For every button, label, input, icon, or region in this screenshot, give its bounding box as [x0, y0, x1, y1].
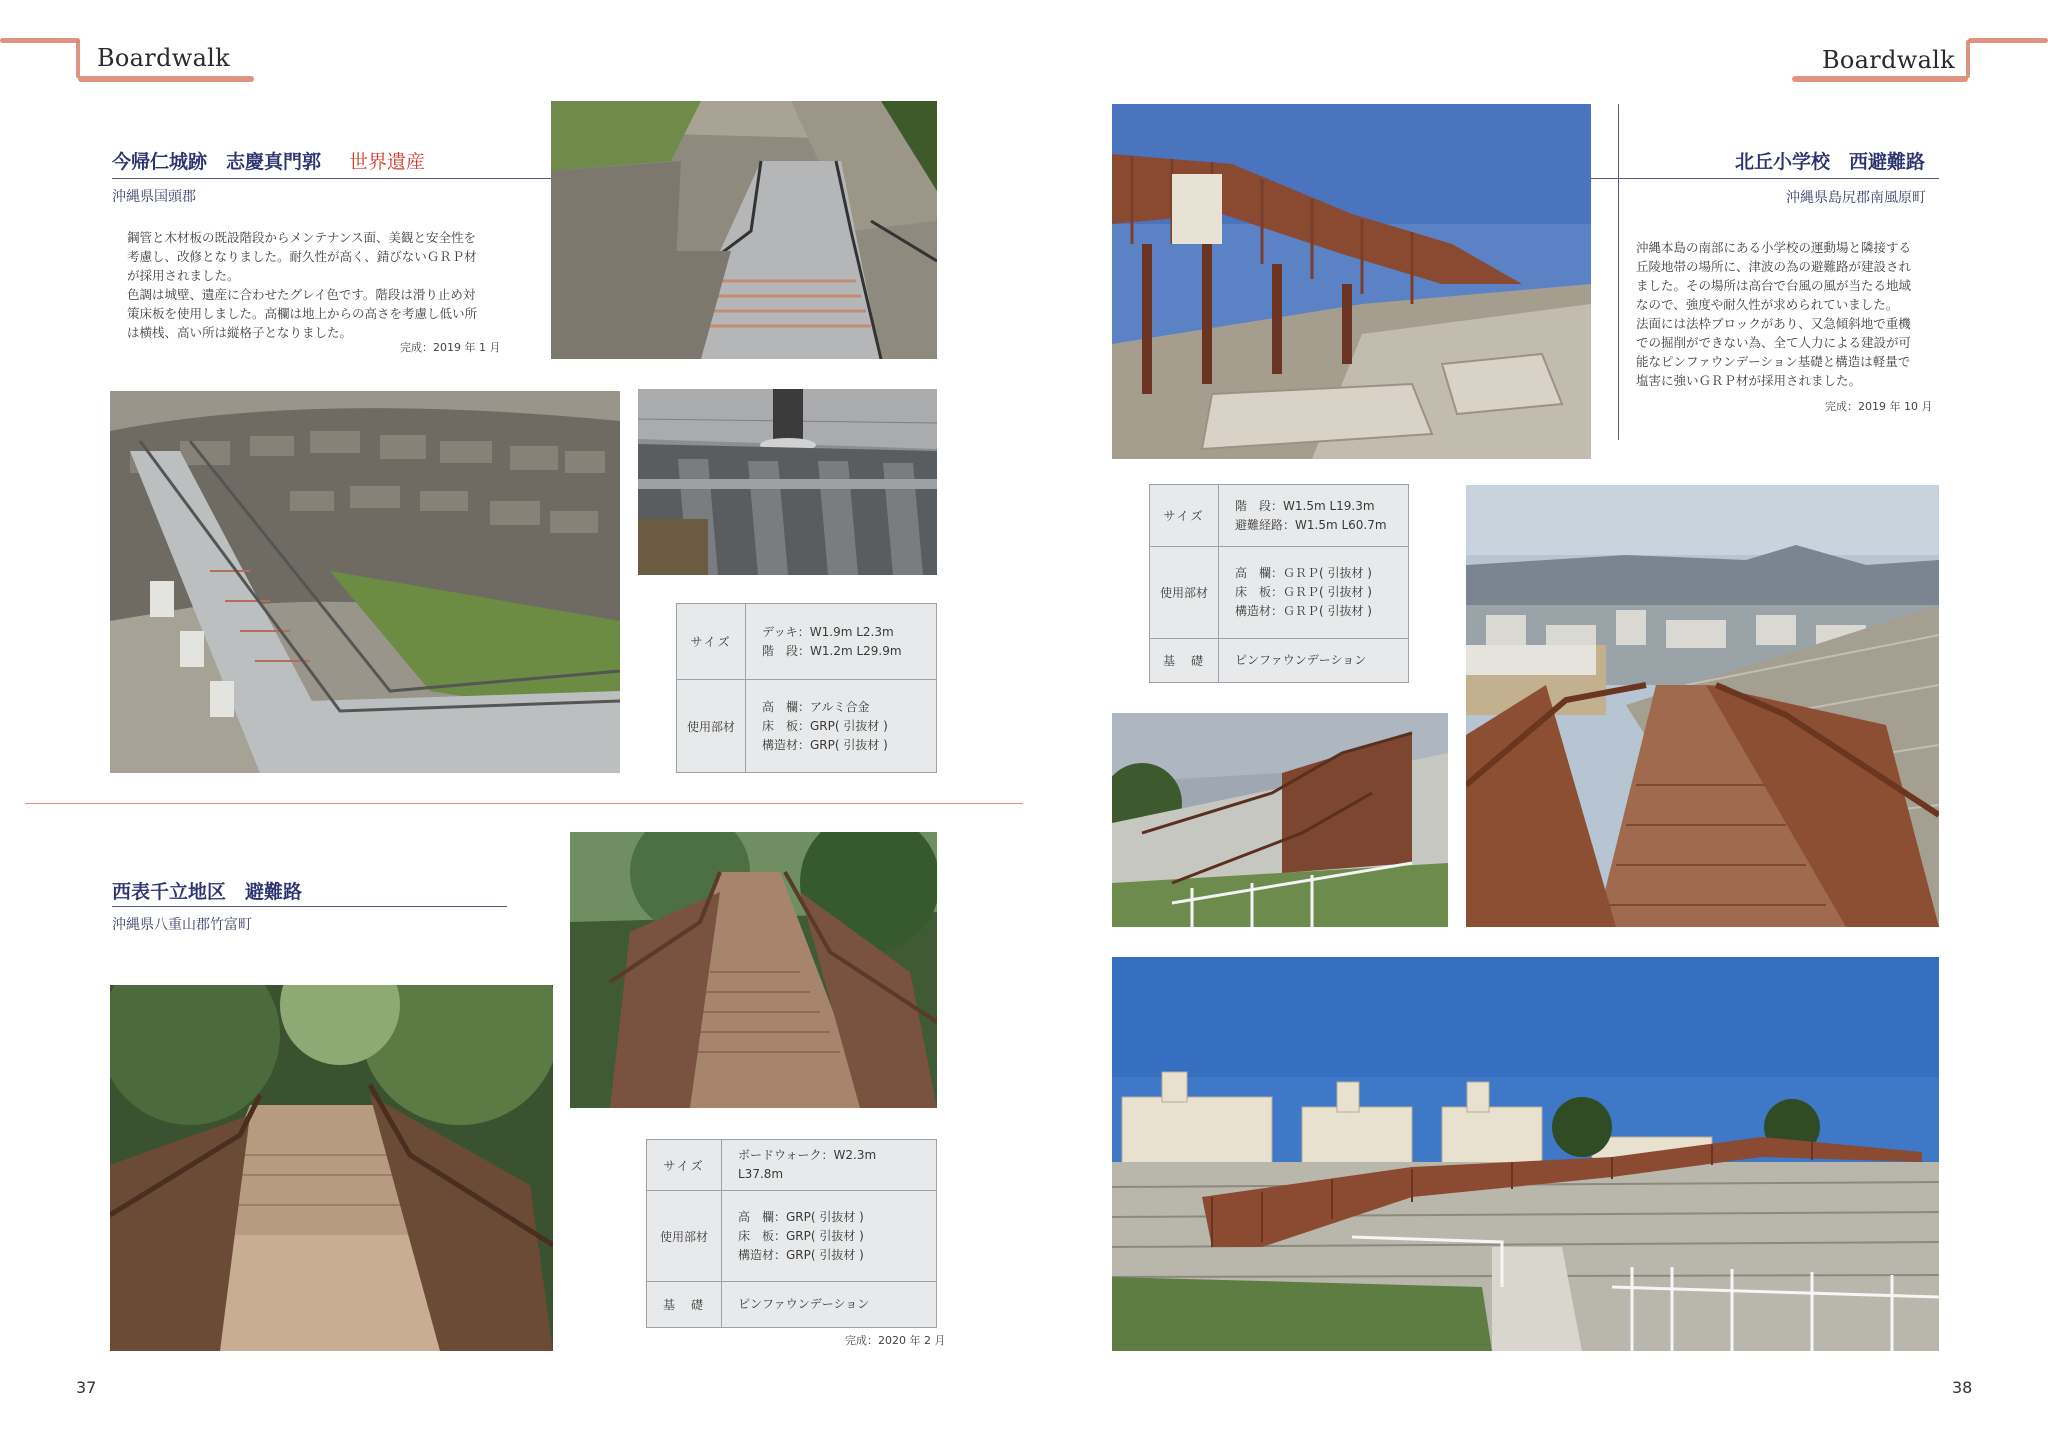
project1-title-rule [112, 178, 552, 179]
spec-key-material: 使用部材 [647, 1191, 722, 1282]
spec-line: 構造材：GRP( 引抜材 ) [762, 737, 888, 752]
project3-description [1636, 238, 1936, 390]
spec-key-size: サイズ [1150, 485, 1219, 547]
project1-photo-stone-wall-stairs [110, 391, 620, 773]
spec-line: ボードウォーク：W2.3m L37.8m [738, 1148, 877, 1181]
project1-title-text: 今帰仁城跡 志慶真門郭 [112, 151, 322, 173]
project2-title: 西表千立地区 避難路 [112, 881, 303, 903]
spec-row-size [647, 1140, 937, 1191]
project2-spec-table [646, 1139, 937, 1328]
spec-value-foundation: ピンファウンデーション [722, 1282, 937, 1328]
project3-desc-line: での掘削ができない為、全て人力による建設が可 [1636, 335, 1912, 350]
spec-row-foundation [1150, 639, 1409, 683]
left-header-accent [0, 38, 80, 43]
project1-photo-structure-closeup [638, 389, 937, 575]
spec-row-size [677, 604, 937, 680]
spec-line: 床 板：GRP( 引抜材 ) [738, 1228, 864, 1243]
project1-desc-line: 考慮し、改修となりました。耐久性が高く、錆びないＧＲＰ材 [127, 249, 477, 264]
project2-photo-stairs-ascending [570, 832, 937, 1108]
project3-vertical-rule [1618, 104, 1619, 440]
project3-desc-line: 塩害に強いＧＲＰ材が採用されました。 [1636, 373, 1862, 388]
project3-desc-line: 能なピンファウンデーション基礎と構造は軽量で [1636, 354, 1911, 369]
project3-desc-line: 法面には法枠ブロックがあり、又急傾斜地で重機 [1636, 316, 1911, 331]
spec-line: 構造材：ＧＲＰ( 引抜材 ) [1235, 604, 1372, 618]
project1-desc-line: 色調は城壁、遺産に合わせたグレイ色です。階段は滑り止め対 [127, 287, 476, 302]
spec-line: 床 板：ＧＲＰ( 引抜材 ) [1235, 585, 1372, 599]
spec-line: 床 板：GRP( 引抜材 ) [762, 718, 888, 733]
right-header-brand: Boardwalk [1822, 46, 1956, 74]
spec-value-material [746, 680, 937, 773]
section-divider [25, 803, 1023, 804]
spec-value-size [746, 604, 937, 680]
spec-row-material [647, 1191, 937, 1282]
spec-line: 高 欄：GRP( 引抜材 ) [738, 1209, 864, 1224]
project1-photo-stairs-descending [551, 101, 937, 359]
project1-desc-line: 策床板を使用しました。高欄は地上からの高さを考慮し低い所 [127, 306, 478, 321]
left-header-brand: Boardwalk [97, 44, 231, 72]
spec-value-foundation: ピンファウンデーション [1219, 639, 1409, 683]
project1-desc-line: は横桟、高い所は縦格子となりました。 [127, 325, 353, 340]
project3-photo-zigzag-stairs [1112, 713, 1448, 927]
spec-line: 高 欄：アルミ合金 [762, 699, 870, 714]
right-header-accent-vertical [1966, 40, 1970, 78]
left-header-underline [78, 76, 254, 82]
project1-completed-date: 完成：2019 年 1 月 [400, 341, 501, 354]
spec-line: 階 段：W1.2m L29.9m [762, 643, 902, 658]
spec-key-size: サイズ [677, 604, 746, 680]
project3-desc-line: 丘陵地帯の場所に、津波の為の避難路が建設され [1636, 259, 1912, 274]
spec-key-foundation: 基 礎 [647, 1282, 722, 1328]
spec-line: 避難経路：W1.5m L60.7m [1235, 517, 1387, 532]
project3-desc-line: 沖縄本島の南部にある小学校の運動場と隣接する [1636, 240, 1912, 255]
spec-key-material: 使用部材 [677, 680, 746, 773]
spec-line: 構造材：GRP( 引抜材 ) [738, 1247, 864, 1262]
spec-value-size [722, 1140, 937, 1191]
spec-line: 高 欄：ＧＲＰ( 引抜材 ) [1235, 566, 1372, 580]
project3-title: 北丘小学校 西避難路 [1735, 151, 1926, 173]
project3-title-rule [1591, 178, 1939, 179]
spec-line: 階 段：W1.5m L19.3m [1235, 498, 1375, 513]
project3-spec-table [1149, 484, 1409, 683]
right-header-underline [1792, 76, 1968, 82]
right-header-accent [1968, 38, 2048, 43]
project1-description [127, 228, 507, 342]
spec-key-foundation: 基 礎 [1150, 639, 1219, 683]
spec-key-material: 使用部材 [1150, 547, 1219, 639]
project1-spec-table [676, 603, 937, 773]
spec-value-material [722, 1191, 937, 1282]
left-page-number: 37 [76, 1378, 97, 1397]
spec-value-size [1219, 485, 1409, 547]
project1-desc-line: 鋼管と木材板の既設階段からメンテナンス面、美観と安全性を [127, 230, 477, 245]
project3-photo-panorama [1112, 957, 1939, 1351]
spec-row-material [677, 680, 937, 773]
spec-row-foundation [647, 1282, 937, 1328]
project3-location: 沖縄県島尻郡南風原町 [1786, 190, 1926, 206]
project2-location: 沖縄県八重山郡竹富町 [112, 917, 252, 933]
project2-photo-stairs-forest [110, 985, 553, 1351]
spec-line: デッキ：W1.9m L2.3m [762, 624, 894, 639]
project1-desc-line: が採用されました。 [127, 268, 240, 283]
spec-value-material [1219, 547, 1409, 639]
project1-title [112, 147, 425, 174]
spec-row-size [1150, 485, 1409, 547]
spec-key-size: サイズ [647, 1140, 722, 1191]
project2-completed-date: 完成：2020 年 2 月 [845, 1334, 946, 1347]
spec-row-material [1150, 547, 1409, 639]
project3-desc-line: なので、強度や耐久性が求められていました。 [1636, 297, 1899, 312]
project1-location: 沖縄県国頭郡 [112, 189, 196, 205]
project1-heritage-label: 世界遺産 [349, 151, 426, 173]
project3-photo-city-stairs [1466, 485, 1939, 927]
project3-photo-stairs-blue-sky [1112, 104, 1591, 459]
project2-title-rule [112, 906, 507, 907]
project3-desc-line: ました。その場所は高台で台風の風が当たる地域 [1636, 278, 1912, 293]
right-page-number: 38 [1952, 1378, 1973, 1397]
left-header-accent-vertical [76, 40, 80, 78]
project3-completed-date: 完成：2019 年 10 月 [1825, 400, 1933, 413]
